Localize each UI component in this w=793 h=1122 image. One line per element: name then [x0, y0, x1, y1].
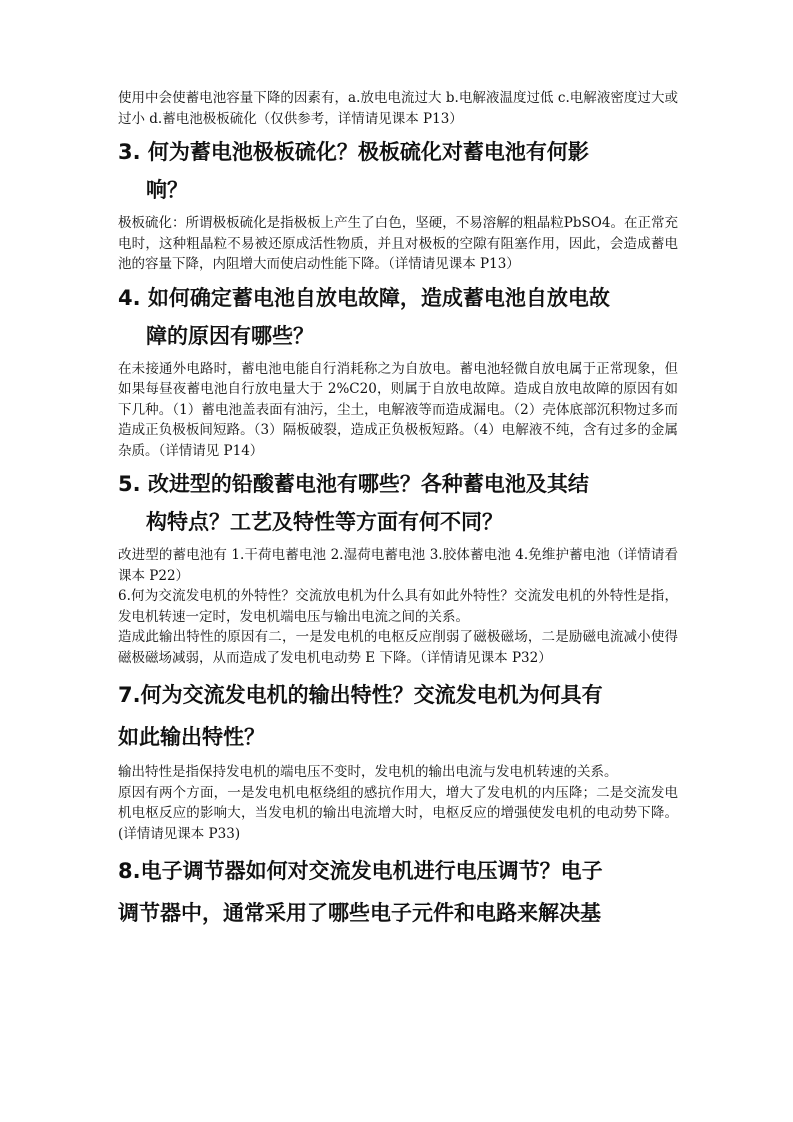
question-7-heading — [118, 674, 678, 758]
question-8-heading — [118, 850, 678, 934]
question-5-heading — [118, 465, 678, 541]
heading-line-2: 构特点？工艺及特性等方面有何不同？ — [146, 510, 503, 534]
question-6-paragraph: 6.何为交流发电机的外特性？交流放电机为什么具有如此外特性？交流发电机的外特性是指，发电机转速一定时，发电机端电压与输出电流之间的关系。 — [118, 588, 678, 625]
heading-line-1: 4. 如何确定蓄电池自放电故障，造成蓄电池自放电故 — [118, 285, 610, 310]
heading-line-1: 3. 何为蓄电池极板硫化？极板硫化对蓄电池有何影 — [118, 140, 589, 164]
heading-line-1: 7.何为交流发电机的输出特性？交流发电机为何具有 — [118, 683, 603, 707]
heading-line-2: 障的原因有哪些？ — [146, 323, 314, 348]
answer-3-paragraph: 极板硫化：所谓极板硫化是指极板上产生了白色，坚硬，不易溶解的粗晶粒PbSO4。在正常充电时，这种粗晶粒不易被还原成活性物质，并且对极板的空隙有阻塞作用，因此，会造成蓄电池的容量下降，内阻增大而使启动性能下降。（详情请见课本 P13） — [118, 215, 678, 272]
document-page — [118, 88, 678, 938]
heading-line-1: 5. 改进型的铅酸蓄电池有哪些？各种蓄电池及其结 — [118, 472, 589, 496]
answer-4-paragraph: 在未接通外电路时，蓄电池电能自行消耗称之为自放电。蓄电池轻微自放电属于正常现象，但如果每昼夜蓄电池自行放电量大于 2%C20，则属于自放电故障。造成自放电故障的原因有如下几种。（1）蓄电池盖表面有油污，尘土，电解液等而造成漏电。（2）壳体底部沉积物过多而造成正负极板间短路。（3）隔板破裂，造成正负极板短路。（4）电解液不纯，含有过多的金属杂质。（详情请见 P14） — [118, 360, 678, 459]
answer-7-reason-paragraph: 原因有两个方面，一是发电机电枢绕组的感抗作用大，增大了发电机的内压降；二是交流发电机电枢反应的影响大，当发电机的输出电流增大时，电枢反应的增强使发电机的电动势下降。(详情请见课本 P33) — [118, 784, 678, 842]
heading-line-1: 8.电子调节器如何对交流发电机进行电压调节？电子 — [118, 859, 603, 883]
answer-5-paragraph: 改进型的蓄电池有 1.干荷电蓄电池 2.湿荷电蓄电池 3.胶体蓄电池 4.免维护蓄电池（详情请看课本 P22） — [118, 547, 678, 584]
heading-line-2: 调节器中，通常采用了哪些电子元件和电路来解决基 — [118, 901, 601, 925]
heading-line-2: 如此输出特性？ — [118, 725, 265, 749]
heading-line-2: 响？ — [146, 178, 188, 202]
intro-paragraph: 使用中会使蓄电池容量下降的因素有，a.放电电流过大 b.电解液温度过低 c.电解液密度过大或过小 d.蓄电池极板硫化（仅供参考，详情请见课本 P13） — [118, 90, 678, 127]
answer-7-definition-paragraph: 输出特性是指保持发电机的端电压不变时，发电机的输出电流与发电机转速的关系。 — [118, 764, 618, 780]
question-4-heading — [118, 279, 678, 355]
question-3-heading — [118, 133, 678, 209]
answer-6-paragraph: 造成此输出特性的原因有二，一是发电机的电枢反应削弱了磁极磁场，二是励磁电流减小使得磁极磁场减弱，从而造成了发电机电动势 E 下降。（详情请见课本 P32） — [118, 629, 678, 666]
